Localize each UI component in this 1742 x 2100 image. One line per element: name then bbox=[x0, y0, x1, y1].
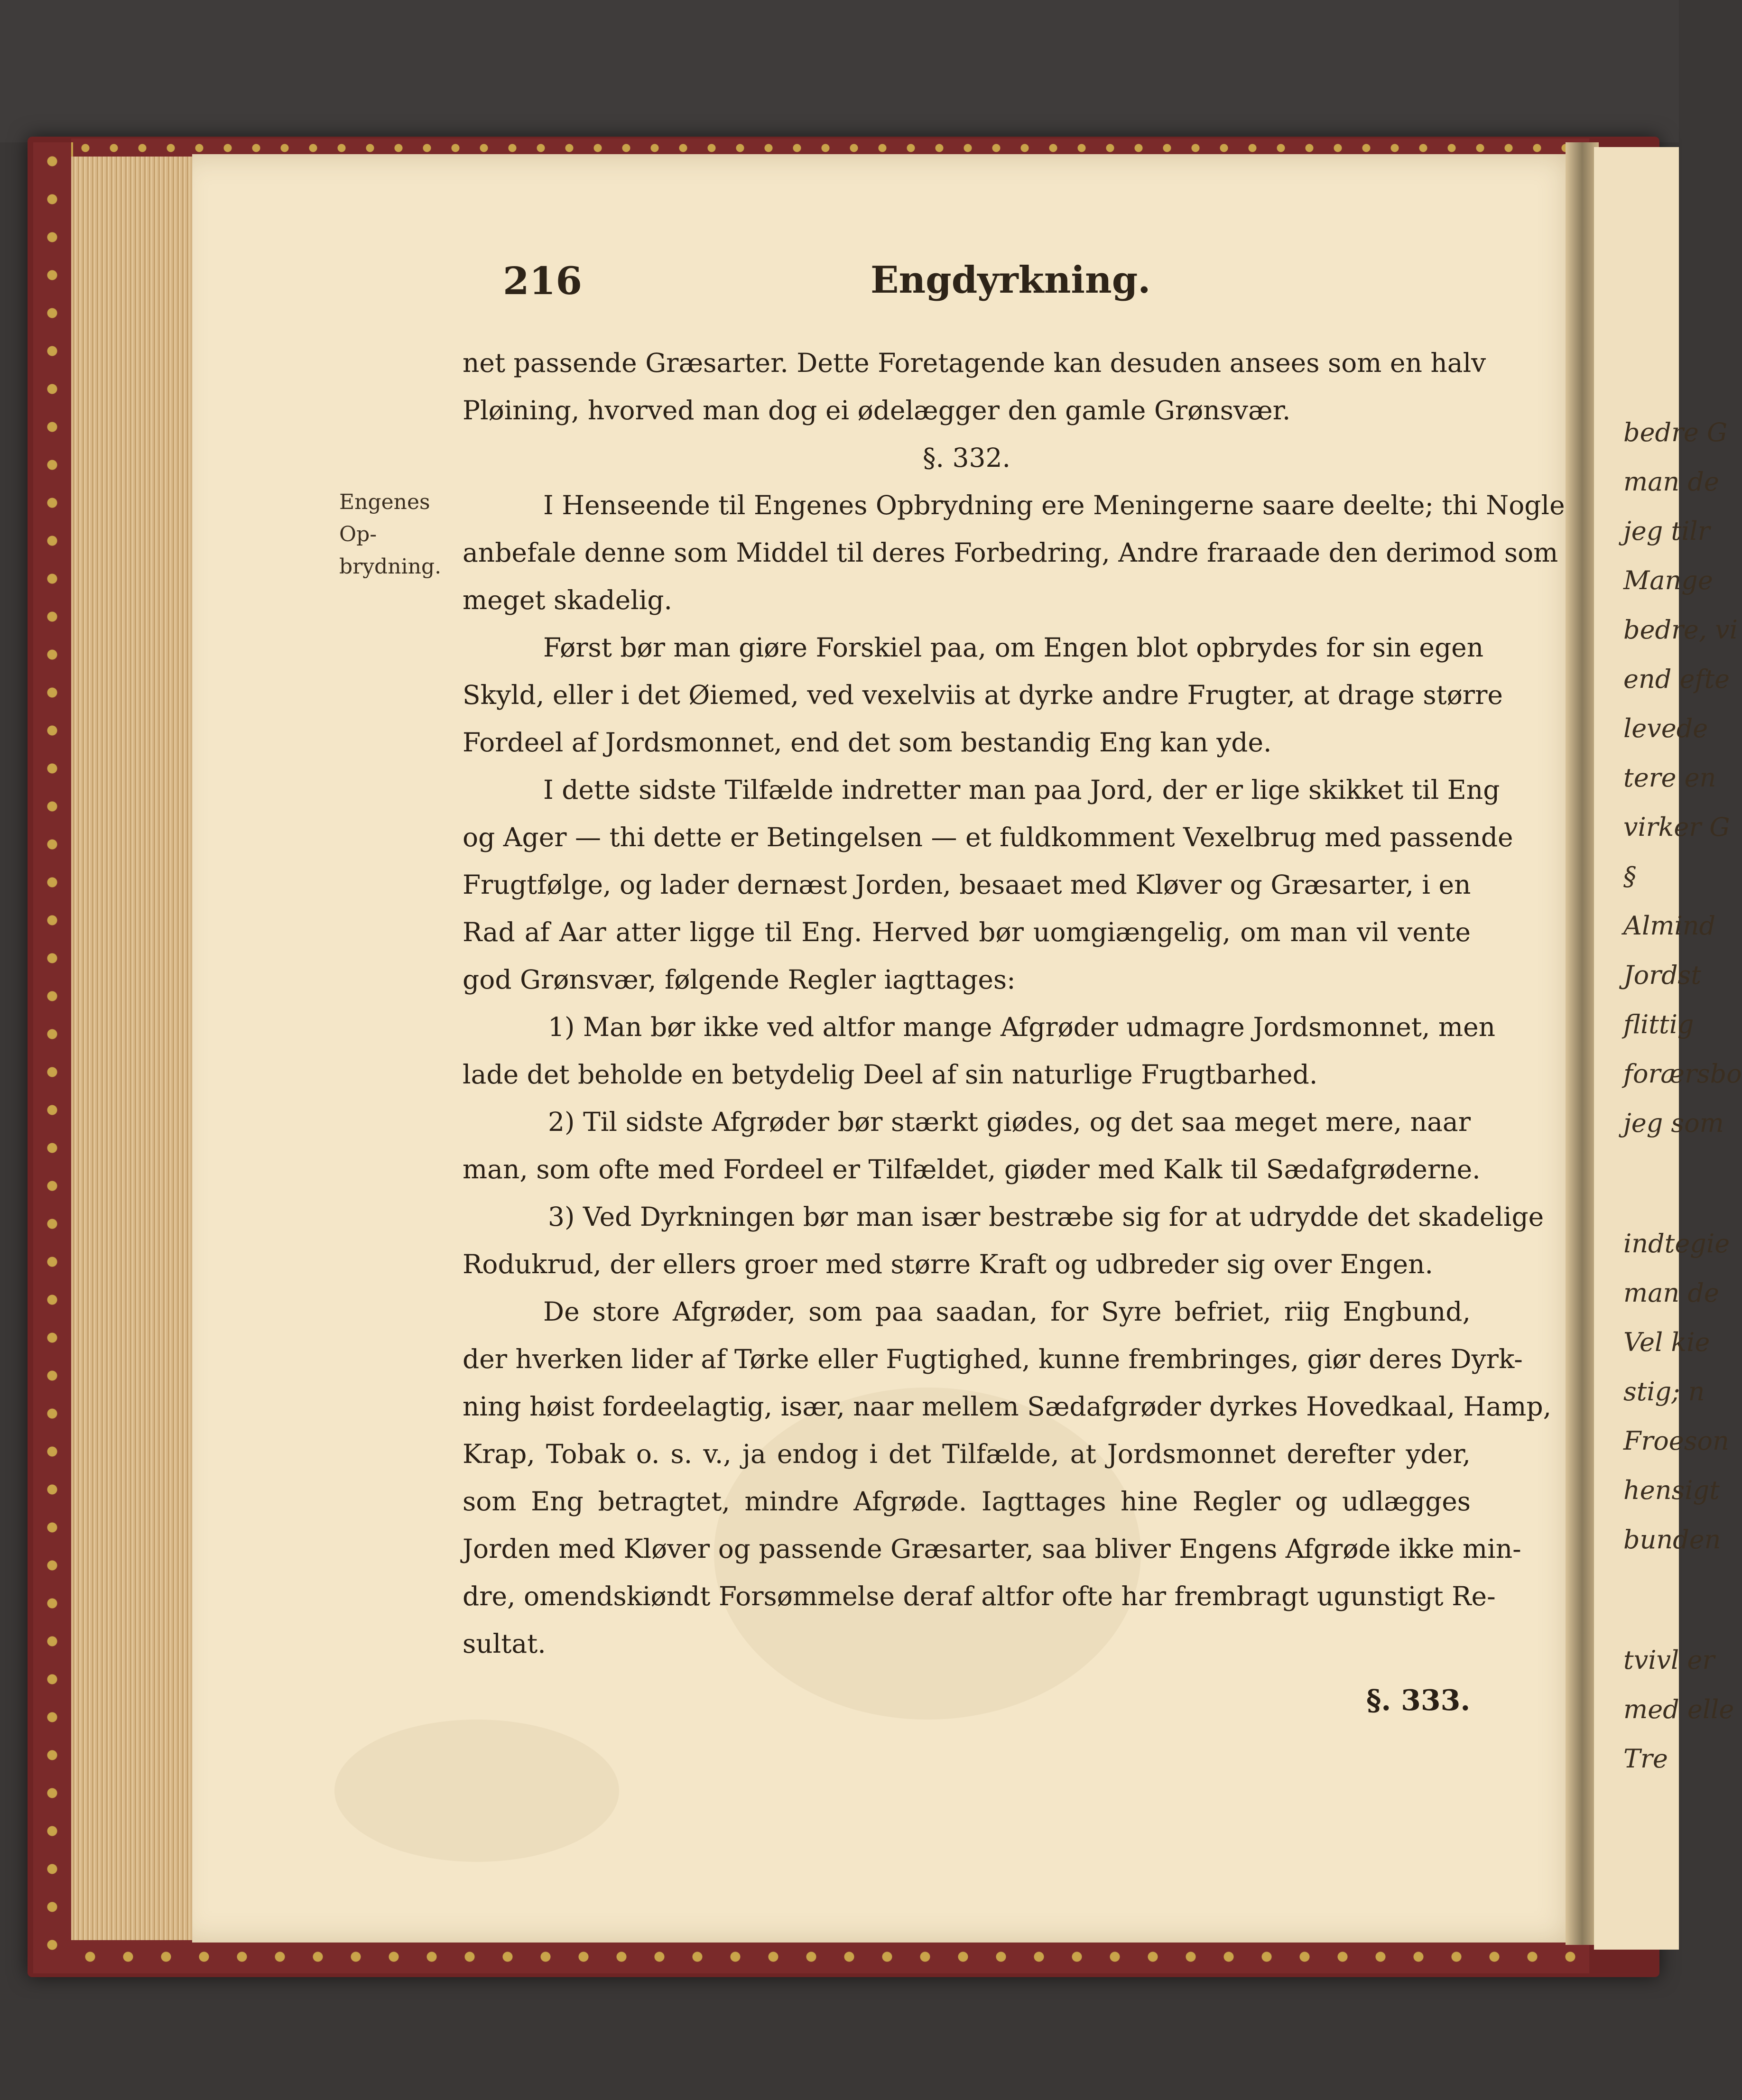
right-fragment: tvivl er bbox=[1623, 1645, 1715, 1675]
text-line: Skyld, eller i det Øiemed, ved vexelviis at dyrke andre Frugter, at drage større bbox=[463, 680, 1503, 710]
right-fragment: jeg tilr bbox=[1623, 516, 1710, 546]
text-line: og Ager — thi dette er Betingelsen — et fuldkomment Vexelbrug med passende bbox=[463, 822, 1513, 852]
margin-note-line: Engenes Op- bbox=[339, 490, 430, 546]
text-line: Først bør man giøre Forskiel paa, om Engen blot opbrydes for sin egen bbox=[543, 632, 1484, 663]
text-line: man, som ofte med Fordeel er Tilfældet, giøder med Kalk til Sædafgrøderne. bbox=[463, 1154, 1481, 1184]
cover-gilt-border-bottom bbox=[71, 1940, 1589, 1973]
text-line: der hverken lider af Tørke eller Fugtighed, kunne frembringes, giør deres Dyrk- bbox=[463, 1344, 1523, 1374]
paper-stain bbox=[334, 1720, 619, 1862]
margin-note bbox=[339, 486, 444, 583]
text-line: De store Afgrøder, som paa saadan, for Syre befriet, riig Engbund, bbox=[543, 1296, 1471, 1327]
right-fragment: flittig bbox=[1623, 1009, 1694, 1039]
right-fragment: indtegie bbox=[1623, 1229, 1730, 1258]
right-fragment: bedre, vi bbox=[1623, 615, 1738, 645]
body-text bbox=[463, 339, 1565, 1667]
text-line: 3) Ved Dyrkningen bør man især bestræbe sig for at udrydde det skadelige bbox=[548, 1202, 1544, 1232]
right-page-text bbox=[1623, 408, 1742, 1831]
right-fragment: virker G bbox=[1623, 812, 1730, 842]
text-line: Rad af Aar atter ligge til Eng. Herved bør uomgiængelig, om man vil vente bbox=[463, 917, 1471, 947]
background-top bbox=[0, 0, 1679, 142]
page-number: 216 bbox=[503, 259, 582, 303]
running-head: Engdyrkning. bbox=[871, 259, 1151, 302]
right-fragment: med elle bbox=[1623, 1694, 1734, 1724]
text-line: 2) Til sidste Afgrøder bør stærkt giødes, og det saa meget mere, naar bbox=[548, 1107, 1471, 1137]
text-line: 1) Man bør ikke ved altfor mange Afgrøder udmagre Jordsmonnet, men bbox=[548, 1012, 1496, 1042]
right-fragment: jeg som bbox=[1623, 1108, 1724, 1138]
right-fragment: Almind bbox=[1623, 911, 1716, 941]
text-line: god Grønsvær, følgende Regler iagttages: bbox=[463, 964, 1016, 995]
right-fragment: Froeson bbox=[1623, 1426, 1729, 1456]
right-fragment: stig; n bbox=[1623, 1377, 1705, 1406]
text-line: anbefale denne som Middel til deres Forbedring, Andre fraraade den derimod som bbox=[463, 537, 1558, 568]
right-fragment: Vel kie bbox=[1623, 1327, 1710, 1357]
right-fragment: end efte bbox=[1623, 664, 1730, 694]
text-line: Fordeel af Jordsmonnet, end det som bestandig Eng kan yde. bbox=[463, 727, 1272, 758]
right-fragment: bedre G bbox=[1623, 417, 1728, 447]
right-fragment: Tre bbox=[1623, 1744, 1668, 1774]
right-fragment: levede bbox=[1623, 713, 1708, 743]
text-line: som Eng betragtet, mindre Afgrøde. Iagttages hine Regler og udlægges bbox=[463, 1486, 1471, 1517]
section-heading: §. 332. bbox=[923, 443, 1010, 473]
text-line: dre, omendskiøndt Forsømmelse deraf altfor ofte har frembragt ugunstigt Re- bbox=[463, 1581, 1496, 1611]
page-header bbox=[503, 259, 1475, 311]
right-fragment: hensigt bbox=[1623, 1475, 1720, 1505]
text-line: I dette sidste Tilfælde indretter man paa Jord, der er lige skikket til Eng bbox=[543, 775, 1500, 805]
text-line: Krap, Tobak o. s. v., ja endog i det Tilfælde, at Jordsmonnet derefter yder, bbox=[463, 1439, 1471, 1469]
right-fragment: Mange bbox=[1623, 565, 1713, 595]
text-line: Rodukrud, der ellers groer med større Kraft og udbreder sig over Engen. bbox=[463, 1249, 1433, 1279]
cover-gilt-border-left bbox=[33, 142, 73, 1973]
next-section-catchword: §. 333. bbox=[1366, 1684, 1471, 1717]
text-line: Frugtfølge, og lader dernæst Jorden, besaaet med Kløver og Græsarter, i en bbox=[463, 870, 1471, 900]
right-gap bbox=[1623, 1564, 1679, 1636]
text-line: I Henseende til Engenes Opbrydning ere Meningerne saare deelte; thi Nogle bbox=[543, 490, 1565, 520]
text-line: net passende Græsarter. Dette Foretagende kan desuden ansees som en halv bbox=[463, 348, 1486, 378]
margin-note-line: brydning. bbox=[339, 555, 442, 579]
right-fragment: man de bbox=[1623, 1278, 1719, 1308]
right-fragment: § bbox=[1623, 861, 1636, 891]
text-line: sultat. bbox=[463, 1628, 546, 1659]
right-fragment: man de bbox=[1623, 467, 1719, 497]
text-line: Pløining, hvorved man dog ei ødelægger den gamle Grønsvær. bbox=[463, 395, 1291, 426]
text-line: ning høist fordeelagtig, især, naar mellem Sædafgrøder dyrkes Hovedkaal, Hamp, bbox=[463, 1391, 1552, 1422]
right-fragment: tere en bbox=[1623, 763, 1716, 793]
page-edges bbox=[71, 157, 195, 1940]
right-fragment: forærsbo bbox=[1623, 1059, 1742, 1089]
right-gap bbox=[1623, 1148, 1679, 1219]
text-line: meget skadelig. bbox=[463, 585, 673, 615]
text-line: Jorden med Kløver og passende Græsarter, saa bliver Engens Afgrøde ikke min- bbox=[463, 1534, 1521, 1564]
right-fragment: bunden bbox=[1623, 1525, 1721, 1554]
text-line: lade det beholde en betydelig Deel af sin naturlige Frugtbarhed. bbox=[463, 1059, 1318, 1090]
right-fragment: Jordst bbox=[1623, 960, 1701, 990]
